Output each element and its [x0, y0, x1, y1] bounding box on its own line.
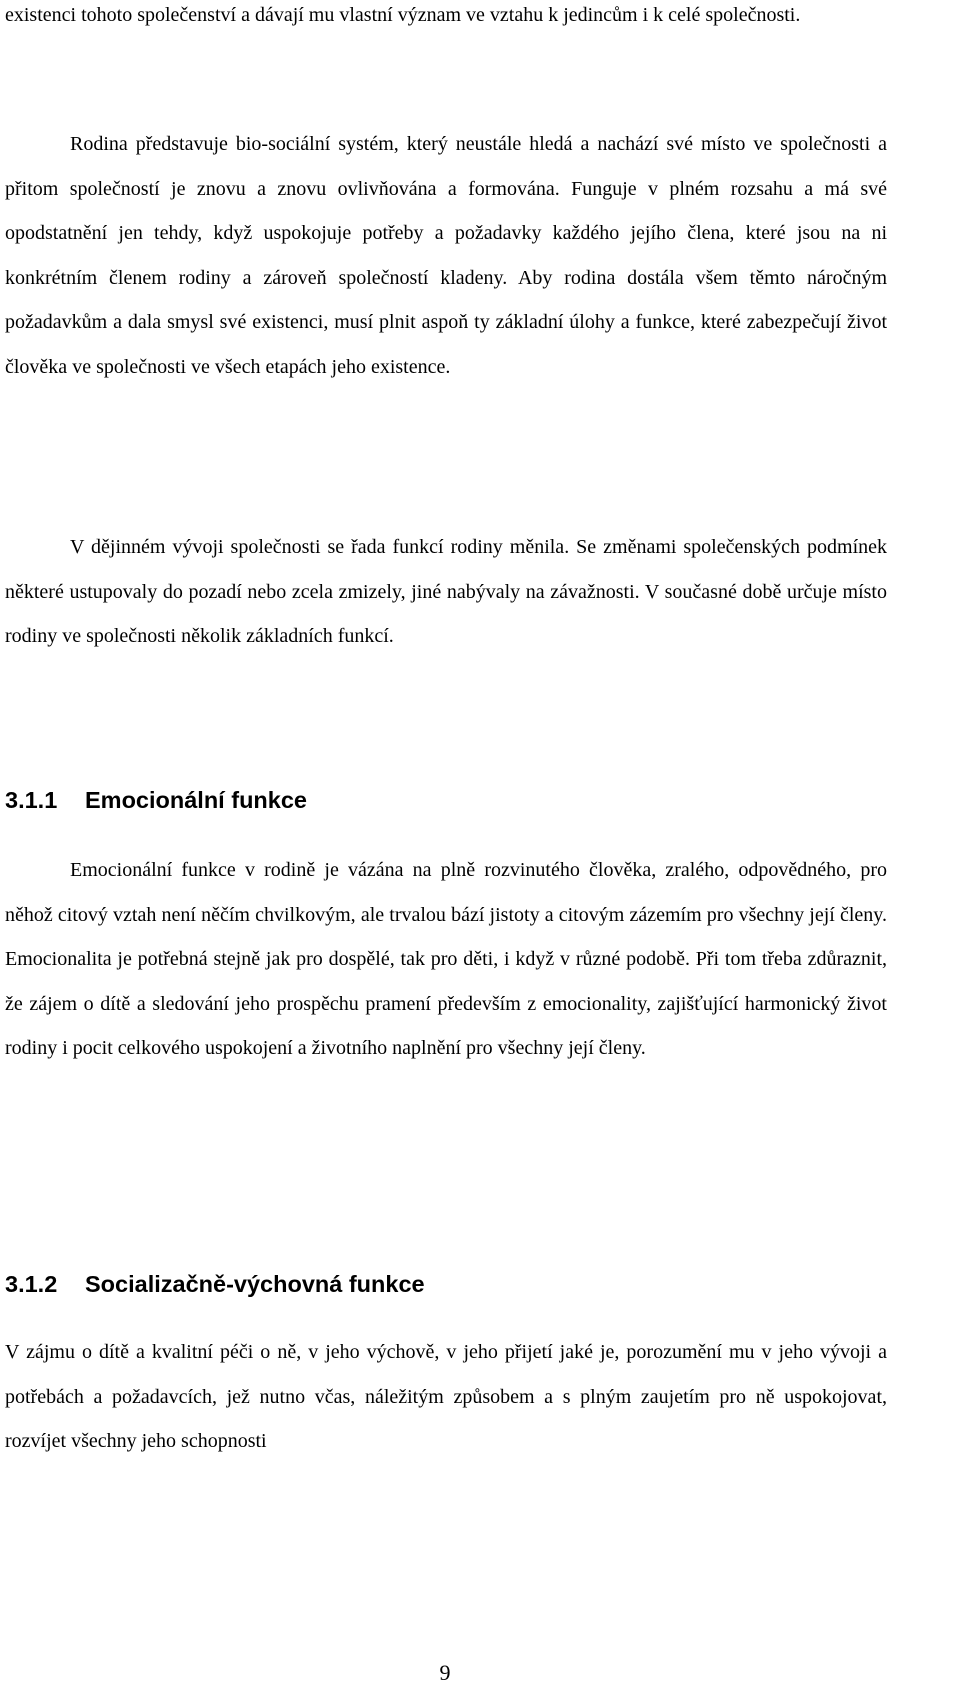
section-heading-socialization — [5, 1269, 425, 1299]
paragraph-socialization-function: V zájmu o dítě a kvalitní péči o ně, v jeho výchově, v jeho přijetí jaké je, porozumění mu v jeho vývoji a potřebách a požadavcích, jež nutno včas, náležitým způsobem a s plným zaujetím pro ně uspokojovat, rozvíjet všechny jeho schopnosti — [5, 1341, 887, 1452]
section-heading-emotional — [5, 785, 307, 815]
paragraph-family-system: Rodina představuje bio-sociální systém, který neustále hledá a nachází své místo ve společnosti a přitom společností je znovu a znovu ovlivňována a formována. Funguje v plném rozsahu a má své opodstatnění jen tehdy, když uspokojuje potřeby a požadavky každého jejího člena, které jsou na ni konkrétním členem rodiny a zároveň společností kladeny. Aby rodina dostála všem těmto náročným požadavkům a dala smysl své existenci, musí plnit aspoň ty základní úlohy a funkce, které zabezpečují život člověka ve společnosti ve všech etapách jeho existence. — [5, 133, 887, 378]
section-number: 3.1.2 — [5, 1271, 58, 1297]
section-title: Socializačně-výchovná funkce — [85, 1271, 425, 1297]
paragraph-historical-development: V dějinném vývoji společnosti se řada funkcí rodiny měnila. Se změnami společenských podmínek některé ustupovaly do pozadí nebo zcela zmizely, jiné nabývaly na závažnosti. V současné době určuje místo rodiny ve společnosti několik základních funkcí. — [5, 536, 887, 647]
paragraph-continued: existenci tohoto společenství a dávají mu vlastní význam ve vztahu k jedincům i k celé společnosti. — [5, 4, 801, 26]
page-number: 9 — [439, 1660, 451, 1685]
paragraph-emotional-function: Emocionální funkce v rodině je vázána na plně rozvinutého člověka, zralého, odpovědného, pro něhož citový vztah není něčím chvilkovým, ale trvalou bází jistoty a citovým zázemím pro všechny její členy. Emocionalita je potřebná stejně jak pro dospělé, tak pro děti, i když v různé podobě. Při tom třeba zdůraznit, že zájem o dítě a sledování jeho prospěchu pramení především z emocionality, zajišťující harmonický život rodiny i pocit celkového uspokojení a životního naplnění pro všechny její členy. — [5, 859, 887, 1059]
section-number: 3.1.1 — [5, 787, 58, 813]
section-title: Emocionální funkce — [85, 787, 307, 813]
